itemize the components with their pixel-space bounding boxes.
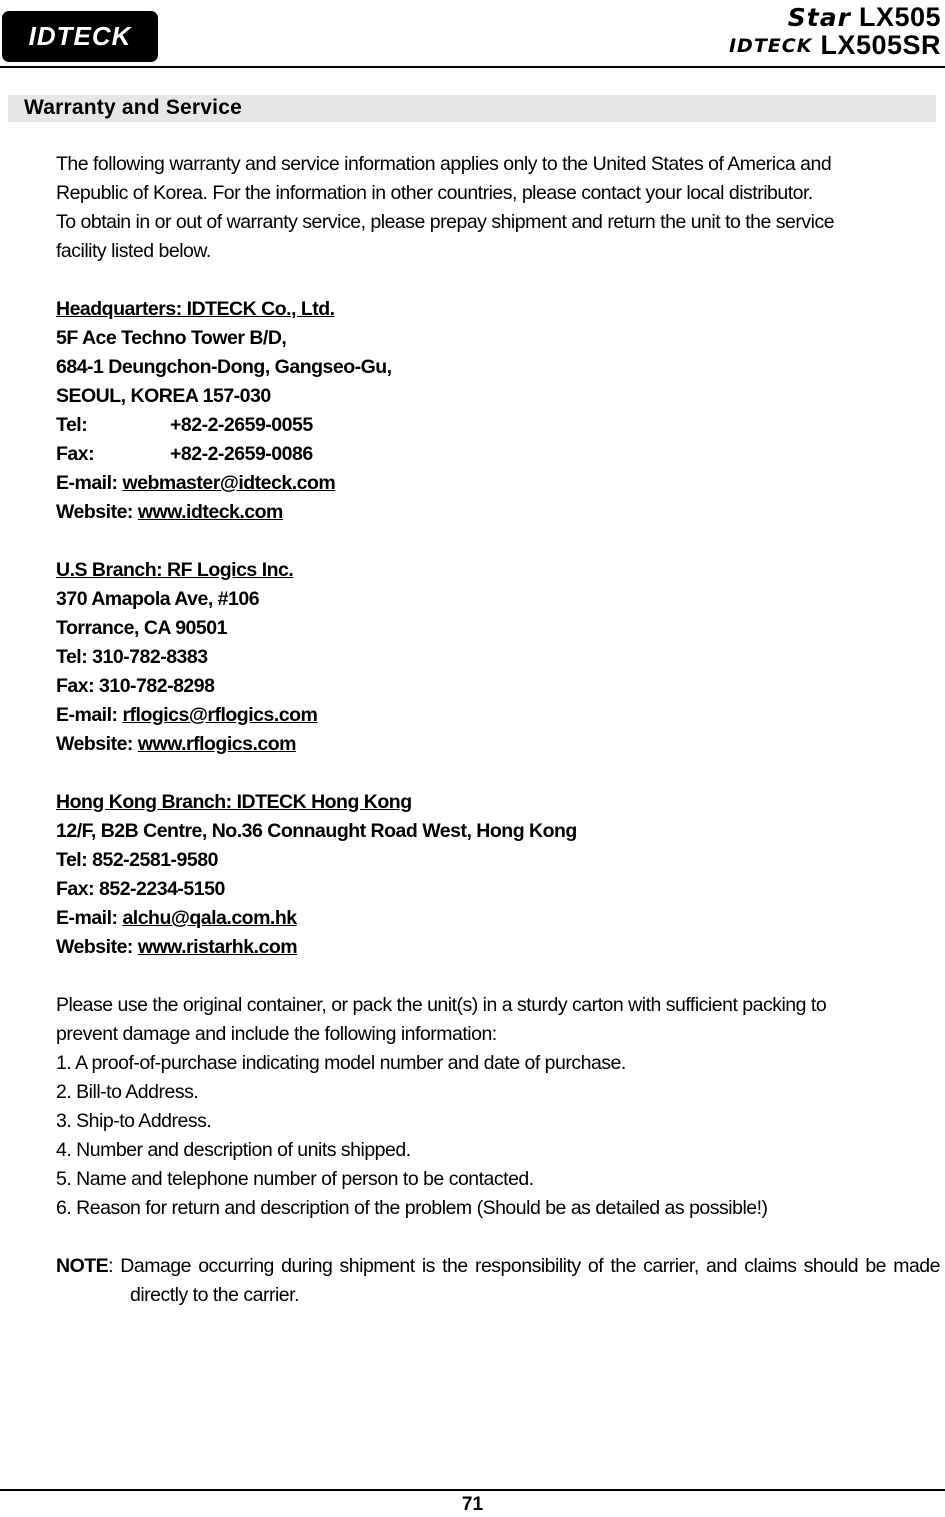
hq-fax-value: +82-2-2659-0086: [170, 443, 313, 465]
us-address-line-1: 370 Amapola Ave, #106: [56, 588, 260, 610]
intro-line-4: facility listed below.: [56, 240, 211, 262]
packing-line-1: Please use the original container, or pack the unit(s) in a sturdy carton with sufficient packing to: [56, 994, 827, 1016]
hk-address-line-1: 12/F, B2B Centre, No.36 Connaught Road West, Hong Kong: [56, 820, 577, 842]
idteck-logo-text: IDTECK: [28, 21, 132, 51]
hk-website-label: Website:: [56, 936, 133, 958]
us-heading: U.S Branch: RF Logics Inc.: [56, 559, 294, 581]
hq-fax: [56, 440, 940, 469]
section-title: Warranty and Service: [24, 96, 242, 119]
packing-item-6: 6. Reason for return and description of the problem (Should be as detailed as possible!): [56, 1197, 768, 1219]
packing-item-2: 2. Bill-to Address.: [56, 1081, 199, 1103]
hk-fax: Fax: 852-2234-5150: [56, 878, 225, 900]
hq-address-line-2: 684-1 Deungchon-Dong, Gangseo-Gu,: [56, 356, 392, 378]
packing-item-5: 5. Name and telephone number of person to be contacted.: [56, 1168, 534, 1190]
hq-email-label: E-mail:: [56, 472, 118, 494]
note-text: : Damage occurring during shipment is the responsibility of the carrier, and claims should be made directly to the carrier.: [108, 1255, 940, 1306]
hk-tel: Tel: 852-2581-9580: [56, 849, 218, 871]
hq-website: [56, 498, 940, 527]
model-lx505: LX505: [858, 2, 941, 32]
hq-email: [56, 469, 940, 498]
hq-website-link[interactable]: www.idteck.com: [137, 501, 283, 523]
hq-fax-label: Fax:: [56, 443, 95, 465]
hq-heading: Headquarters: IDTECK Co., Ltd.: [56, 298, 335, 320]
us-website-label: Website:: [56, 733, 133, 755]
star-brand-mark: Star: [787, 3, 851, 32]
hq-website-label: Website:: [56, 501, 133, 523]
intro-line-1: The following warranty and service information applies only to the United States of America and: [56, 153, 832, 175]
packing-item-1: 1. A proof-of-purchase indicating model number and date of purchase.: [56, 1052, 626, 1074]
hq-tel: [56, 411, 940, 440]
us-website-link[interactable]: www.rflogics.com: [137, 733, 296, 755]
page-number: 71: [461, 1494, 484, 1515]
us-address-line-2: Torrance, CA 90501: [56, 617, 227, 639]
note: [56, 1252, 940, 1310]
hk-email-label: E-mail:: [56, 907, 118, 929]
hq-email-link[interactable]: webmaster@idteck.com: [122, 472, 336, 494]
us-website: [56, 730, 940, 759]
us-tel: Tel: 310-782-8383: [56, 646, 208, 668]
note-label: NOTE: [56, 1255, 109, 1277]
product-logo: [681, 2, 941, 58]
hq-address-line-3: SEOUL, KOREA 157-030: [56, 385, 271, 407]
hk-heading: Hong Kong Branch: IDTECK Hong Kong: [56, 791, 412, 813]
page-content: [56, 150, 940, 1310]
hk-website: [56, 933, 940, 962]
hq-address-line-1: 5F Ace Techno Tower B/D,: [56, 327, 287, 349]
us-email: [56, 701, 940, 730]
product-logo-row-2: [729, 30, 941, 61]
hk-email: [56, 904, 940, 933]
section-title-bar: [8, 95, 936, 122]
hq-tel-value: +82-2-2659-0055: [170, 414, 313, 436]
packing-item-4: 4. Number and description of units shipped.: [56, 1139, 411, 1161]
us-email-label: E-mail:: [56, 704, 118, 726]
packing-item-3: 3. Ship-to Address.: [56, 1110, 212, 1132]
idteck-brand-mark: IDTECK: [728, 34, 813, 57]
intro-line-2: Republic of Korea. For the information in other countries, please contact your local distributor.: [56, 182, 813, 204]
packing-line-2: prevent damage and include the following information:: [56, 1023, 497, 1045]
idteck-logo: [2, 11, 158, 62]
model-lx505sr: LX505SR: [820, 30, 941, 60]
header-divider: [0, 66, 945, 68]
us-fax: Fax: 310-782-8298: [56, 675, 215, 697]
footer-divider: [0, 1489, 945, 1491]
intro-line-3: To obtain in or out of warranty service, please prepay shipment and return the unit to the service: [56, 211, 835, 233]
hk-email-link[interactable]: alchu@qala.com.hk: [122, 907, 297, 929]
hq-tel-label: Tel:: [56, 414, 88, 436]
us-email-link[interactable]: rflogics@rflogics.com: [122, 704, 318, 726]
hk-website-link[interactable]: www.ristarhk.com: [137, 936, 298, 958]
product-logo-row-1: [788, 2, 941, 33]
